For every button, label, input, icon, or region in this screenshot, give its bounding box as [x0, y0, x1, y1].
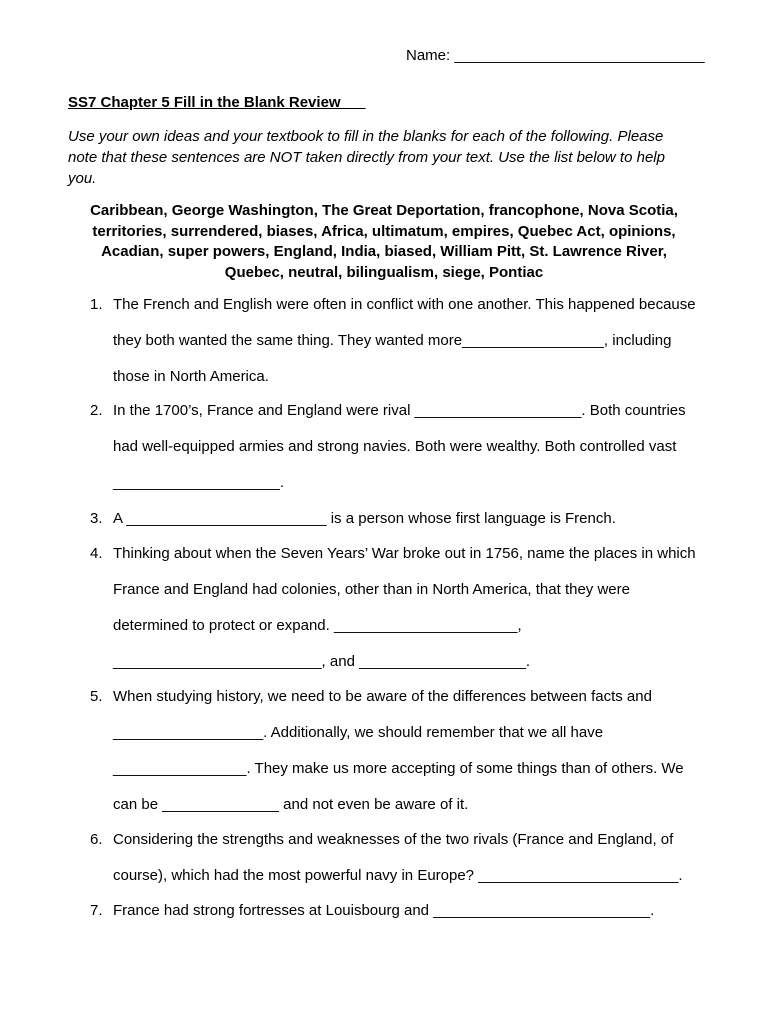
question-text: A ________________________ is a person whose first language is French.: [113, 510, 616, 527]
question-text: Thinking about when the Seven Years’ War broke out in 1756, name the places in which France and England had colonies, other than in North America, that they were determined to protect or expand. ______________________, _________________________, and ____________________.: [113, 545, 696, 670]
question-number: 4.: [90, 545, 103, 562]
question-text: France had strong fortresses at Louisbourg and __________________________.: [113, 902, 655, 919]
question-number: 5.: [90, 688, 103, 705]
worksheet-title: SS7 Chapter 5 Fill in the Blank Review: [68, 94, 366, 111]
question-number: 1.: [90, 296, 103, 313]
question-number: 3.: [90, 510, 103, 527]
instructions-paragraph: Use your own ideas and your textbook to fill in the blanks for each of the following. Please note that these sentences are NOT taken directly from your text. Use the list below to help you.: [68, 128, 665, 187]
question-number: 6.: [90, 831, 103, 848]
question-text: When studying history, we need to be aware of the differences between facts and __________________. Additionally, we should remember that we all have ________________. They make us more accepting of some things than of others. We can be ______________ and not even be aware of it.: [113, 688, 684, 813]
name-field-label: Name: ______________________________: [406, 47, 705, 64]
question-number: 7.: [90, 902, 103, 919]
question-number: 2.: [90, 402, 103, 419]
word-bank: Caribbean, George Washington, The Great Deportation, francophone, Nova Scotia, territories, surrendered, biases, Africa, ultimatum, empires, Quebec Act, opinions, Acadian, super powers, England, India, biased, William Pitt, St. Lawrence River, Quebec, neutral, bilingualism, siege, Pontiac: [90, 202, 678, 281]
question-text: In the 1700’s, France and England were rival ____________________. Both countries had well-equipped armies and strong navies. Both were wealthy. Both controlled vast ____________________.: [113, 402, 686, 491]
question-text: The French and English were often in conflict with one another. This happened because they both wanted the same thing. They wanted more_________________, including those in North America.: [113, 296, 696, 385]
question-text: Considering the strengths and weaknesses of the two rivals (France and England, of course), which had the most powerful navy in Europe? ________________________.: [113, 831, 683, 884]
